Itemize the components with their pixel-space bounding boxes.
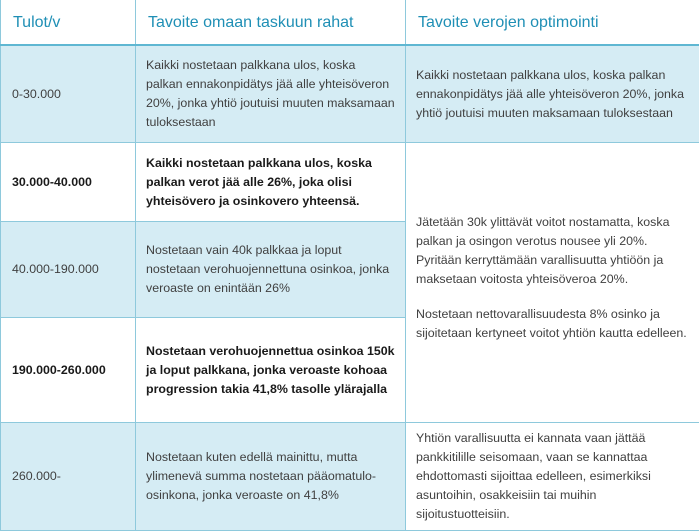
pocket-goal-cell: Nostetaan vain 40k palkkaa ja loput nostetaan verohuojennettuna osinkoa, jonka veroaste on enintään 26%: [136, 222, 406, 318]
tax-goal-investment-cell: Yhtiön varallisuutta ei kannata vaan jättää pankkitilille seisomaan, vaan se kannattaa ehdottomasti sijoittaa edelleen, esimerkiksi asuntoihin, osakkeisiin tai muihin sijoitustuotteisiin.: [406, 423, 699, 531]
pocket-goal-cell: Kaikki nostetaan palkkana ulos, koska palkan ennakonpidätys jää alle yhteisöveron 20%, jonka yhtiö joutuisi muuten maksamaan tuloksestaan: [136, 45, 406, 143]
income-cell: 260.000-: [1, 423, 136, 531]
pocket-goal-cell: Kaikki nostetaan palkkana ulos, koska palkan verot jää alle 26%, joka olisi yhteisövero ja osinkovero yhteensä.: [136, 143, 406, 222]
income-cell: 0-30.000: [1, 45, 136, 143]
income-cell: 30.000-40.000: [1, 143, 136, 222]
tax-goal-paragraph-accumulate: Jätetään 30k ylittävät voitot nostamatta, koska palkan ja osingon verotus nousee yli 20%. Pyritään kerryttämään varallisuutta yhtiöön ja maksetaan voitosta yhteisöveroa 20%.: [416, 143, 689, 289]
header-income: Tulot/v: [1, 0, 136, 45]
pocket-goal-cell: Nostetaan verohuojennettua osinkoa 150k ja loput palkkana, jonka veroaste kohoaa progression takia 41,8% tasolle ylärajalla: [136, 318, 406, 423]
header-row: [1, 0, 699, 45]
table-row: [1, 45, 699, 143]
header-pocket-goal: Tavoite omaan taskuun rahat: [136, 0, 406, 45]
tax-goal-paragraph-dividend: Nostetaan nettovarallisuudesta 8% osinko ja sijoitetaan kertyneet voitot yhtiön kautta edelleen.: [416, 305, 689, 343]
tax-goal-merged-cell: [406, 143, 699, 423]
pocket-goal-cell: Nostetaan kuten edellä mainittu, mutta ylimenevä summa nostetaan pääomatulo-osinkona, jonka veroaste on 41,8%: [136, 423, 406, 531]
tax-goal-cell: Kaikki nostetaan palkkana ulos, koska palkan ennakonpidätys jää alle yhteisöveron 20%, jonka yhtiö joutuisi muuten maksamaan tuloksestaan: [406, 45, 699, 143]
table-row: [1, 143, 699, 222]
table-row: [1, 423, 699, 531]
header-tax-goal: Tavoite verojen optimointi: [406, 0, 699, 45]
income-cell: 190.000-260.000: [1, 318, 136, 423]
income-cell: 40.000-190.000: [1, 222, 136, 318]
